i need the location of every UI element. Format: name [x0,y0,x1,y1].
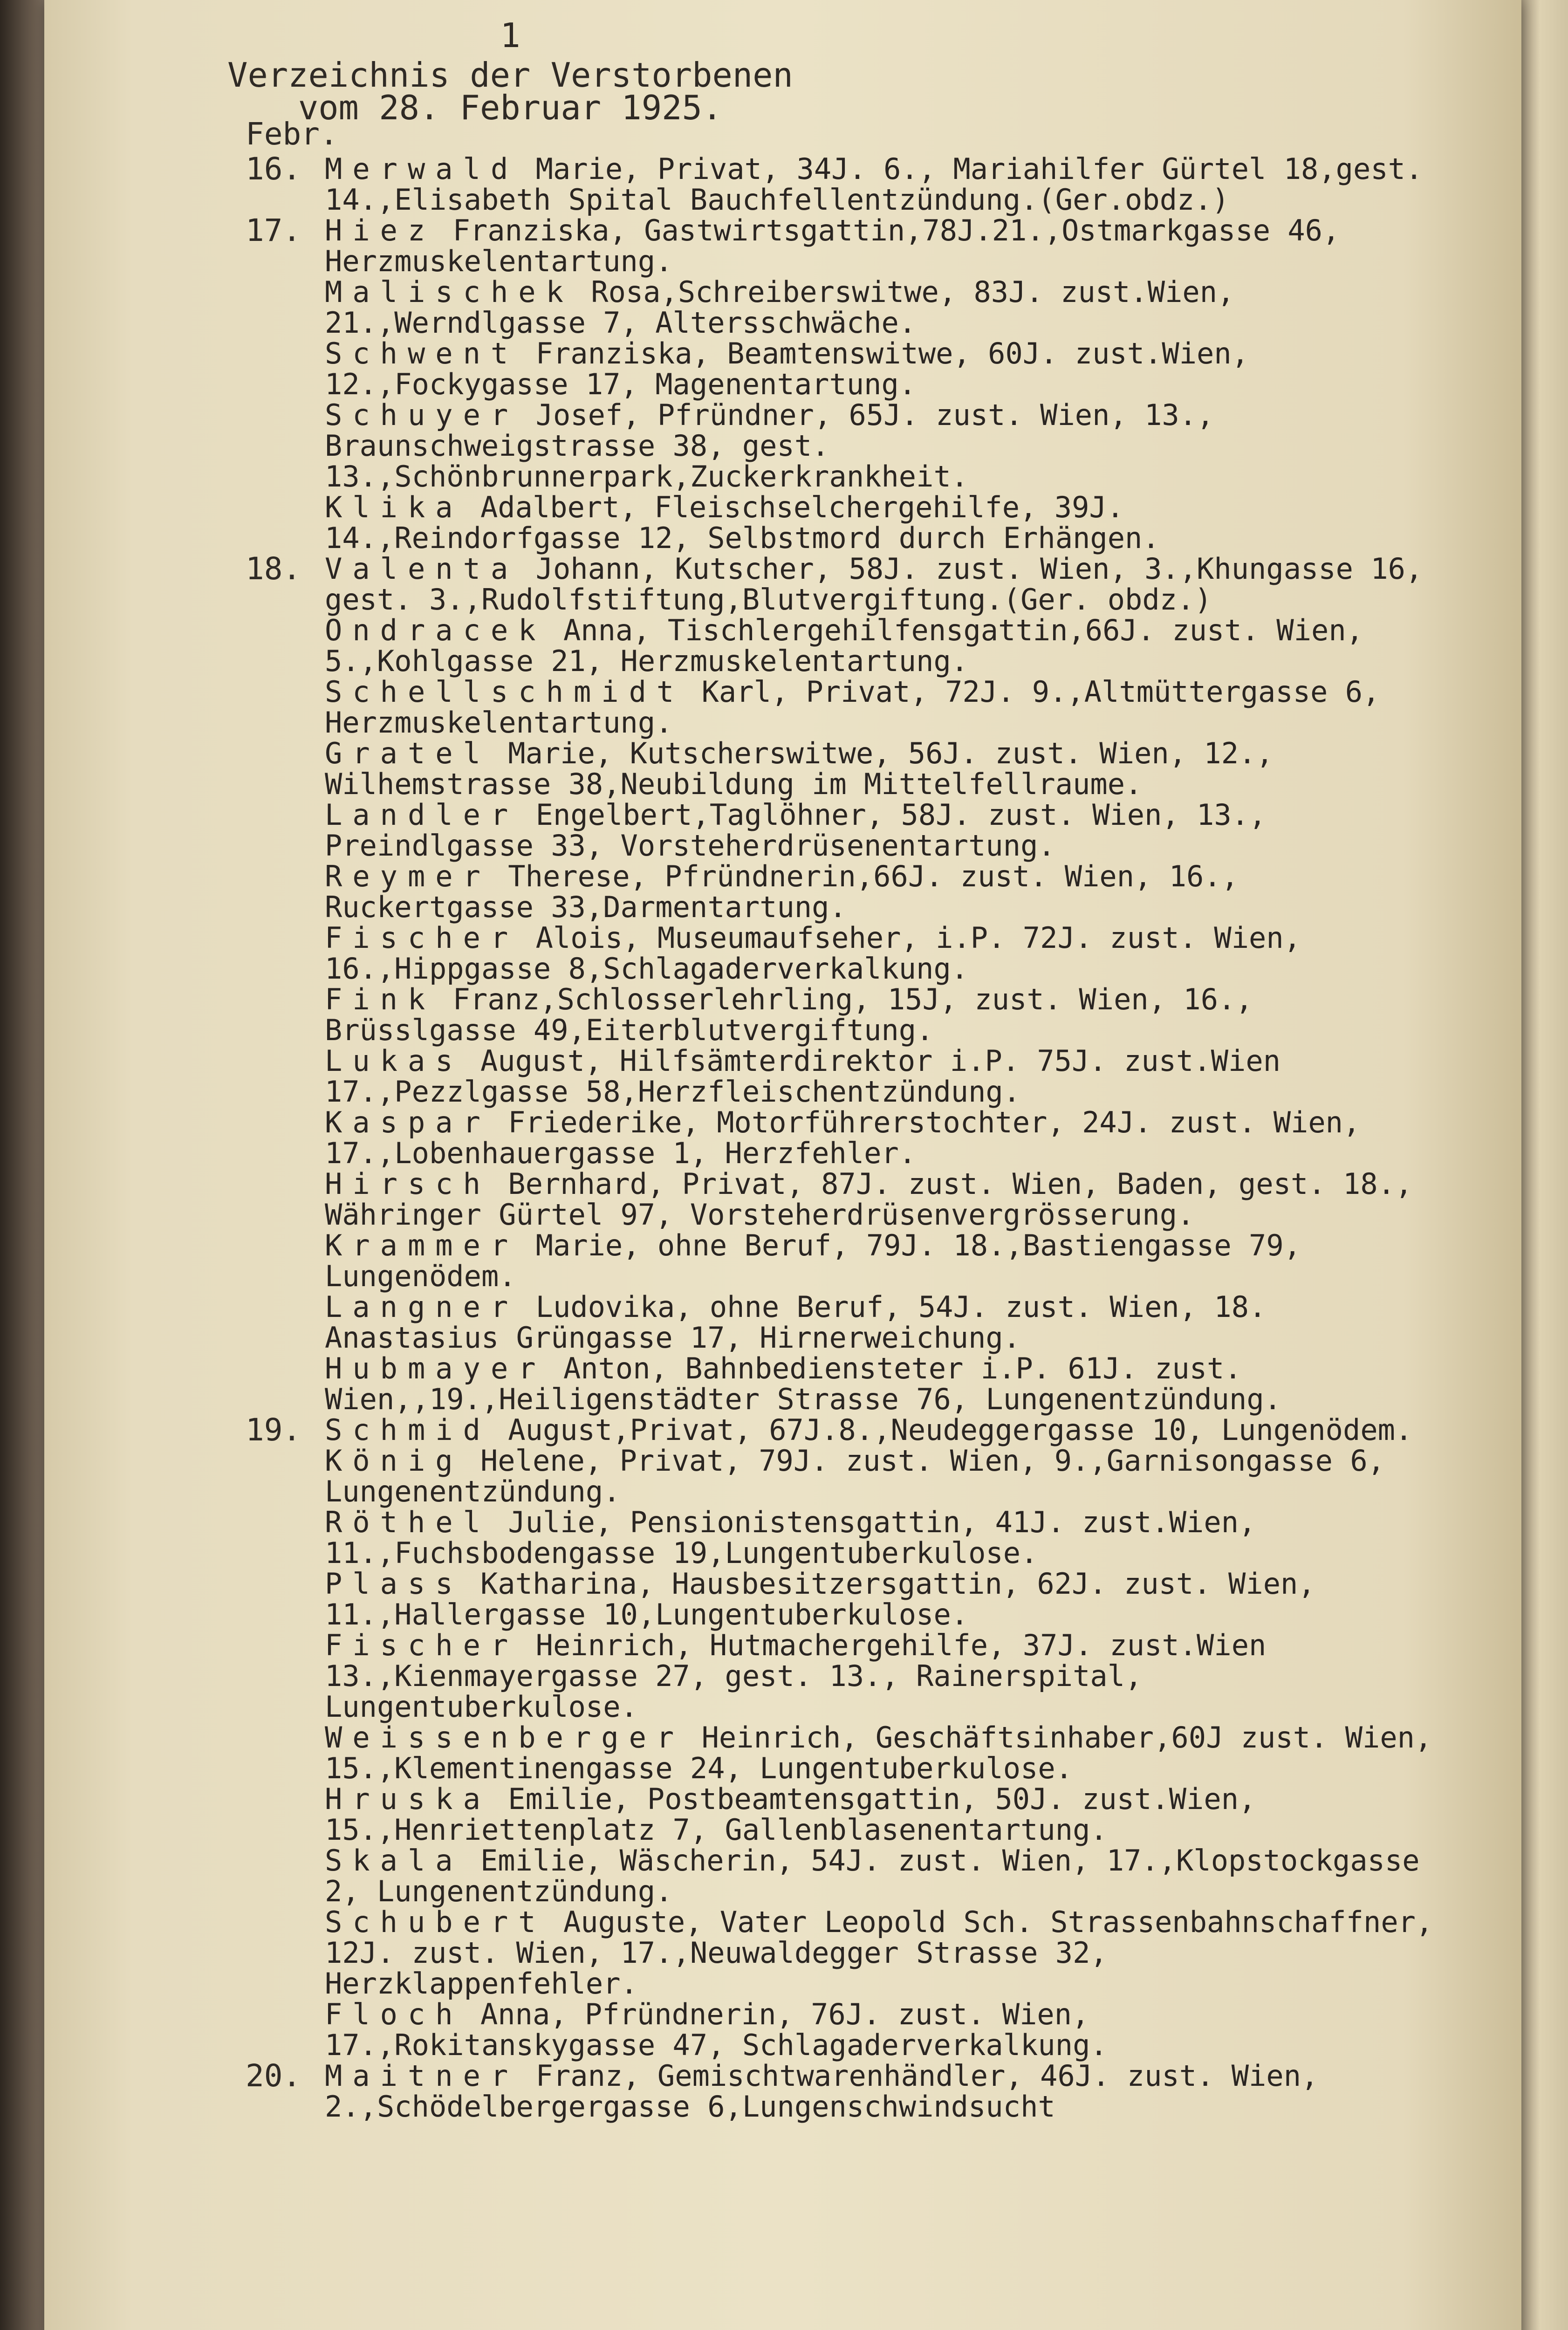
entry-body [325,861,1434,923]
register-entry [246,1169,1438,1230]
entry-surname: Schwent [325,336,519,370]
entry-body [325,1415,1434,1446]
entry-details: Anna, Tischlergehilfensgattin,66J. zust. Wien, 5.,Kohlgasse 21, Herzmuskelentartung. [325,613,1364,678]
entry-details: Anton, Bahnbediensteter i.P. 61J. zust. Wien,,19.,Heiligenstädter Strasse 76, Lungenentzündung. [325,1351,1281,1416]
entry-date: 17. [246,212,301,248]
entry-surname: Langner [325,1290,519,1324]
entry-body [325,923,1434,984]
month-label: Febr. [246,116,338,152]
entry-details: Emilie, Postbeamtensgattin, 50J. zust.Wien, 15.,Henriettenplatz 7, Gallenblasenentartung. [325,1782,1256,1847]
entry-body [325,554,1434,615]
register-entry [246,151,1438,217]
register-entry [246,1507,1438,1569]
entry-surname: Klika [325,490,463,524]
entry-body [325,1446,1434,1507]
register-entry [246,338,1438,400]
page-number: 1 [500,16,520,55]
entry-surname: Röthel [325,1505,491,1539]
entry-surname: Fischer [325,1628,519,1662]
entry-body [325,677,1434,738]
entry-surname: Hubmayer [325,1351,546,1385]
register-entry [246,1784,1438,1845]
entry-details: August,Privat, 67J.8.,Neudeggergasse 10, Lungenödem. [490,1413,1413,1447]
entry-surname: Weissenberger [325,1720,685,1754]
entry-body [325,1569,1434,1630]
register-entry [246,212,1438,278]
register-entry [246,1412,1438,1448]
entry-details: Heinrich, Geschäftsinhaber,60J zust. Wien, 15.,Klementinengasse 24, Lungentuberkulose. [325,1720,1432,1785]
entry-surname: Landler [325,798,519,832]
entry-surname: Hruska [325,1782,491,1816]
entry-details: Rosa,Schreiberswitwe, 83J. zust.Wien, 21.,Werndlgasse 7, Altersschwäche. [325,275,1235,340]
entry-details: Julie, Pensionistensgattin, 41J. zust.Wien, 11.,Fuchsbodengasse 19,Lungentuberkulose. [325,1505,1256,1570]
entry-details: Marie, ohne Beruf, 79J. 18.,Bastiengasse 79, Lungenödem. [325,1228,1301,1293]
entry-details: Alois, Museumaufseher, i.P. 72J. zust. Wien, 16.,Hippgasse 8,Schlagaderverkalkung. [325,921,1301,986]
entry-surname: Malischek [325,275,574,309]
entry-surname: Maitner [325,2059,519,2093]
entry-surname: Hirsch [325,1167,491,1201]
entry-body [325,1046,1434,1107]
entry-surname: Skala [325,1843,463,1878]
entry-details: Franziska, Beamtenswitwe, 60J. zust.Wien, 12.,Fockygasse 17, Magenentartung. [325,336,1249,401]
death-register-list [246,151,1438,2124]
entry-body [325,615,1434,677]
entry-details: August, Hilfsämterdirektor i.P. 75J. zust.Wien 17.,Pezzlgasse 58,Herzfleischentzündung. [325,1044,1281,1109]
register-entry [246,1907,1438,1999]
entry-details: Karl, Privat, 72J. 9.,Altmüttergasse 6, Herzmuskelentartung. [325,675,1380,740]
document-page [44,0,1521,2330]
entry-body [325,338,1434,400]
register-entry [246,800,1438,861]
entry-body [325,215,1434,277]
entry-details: Adalbert, Fleischselchergehilfe, 39J. 14.,Reindorfgasse 12, Selbstmord durch Erhängen. [325,490,1160,555]
register-entry [246,1569,1438,1630]
entry-surname: Lukas [325,1044,463,1078]
entry-details: Helene, Privat, 79J. zust. Wien, 9.,Garnisongasse 6, Lungenentzündung. [325,1444,1385,1508]
entry-surname: König [325,1444,463,1478]
register-entry [246,677,1438,738]
entry-body [325,984,1434,1046]
entry-body [325,800,1434,861]
entry-surname: Ondracek [325,613,546,647]
register-entry [246,492,1438,554]
entry-body [325,1292,1434,1353]
register-entry [246,984,1438,1046]
entry-body [325,1169,1434,1230]
entry-date: 18. [246,551,301,587]
entry-surname: Kaspar [325,1105,491,1139]
entry-surname: Plass [325,1567,463,1601]
page-edge [1521,0,1568,2330]
entry-surname: Reymer [325,859,491,893]
register-entry [246,1353,1438,1415]
entry-body [325,400,1434,492]
entry-date: 19. [246,1412,301,1448]
entry-body [325,1353,1434,1415]
page-subtitle-date: vom 28. Februar 1925. [298,88,723,127]
entry-surname: Hiez [325,213,436,247]
register-entry [246,1107,1438,1169]
entry-body [325,277,1434,338]
register-entry [246,1046,1438,1107]
register-entry [246,2058,1438,2124]
register-entry [246,1230,1438,1292]
entry-body [325,1999,1434,2061]
entry-details: Franziska, Gastwirtsgattin,78J.21.,Ostmarkgasse 46, Herzmuskelentartung. [325,213,1340,278]
entry-body [325,2061,1434,2122]
entry-details: Emilie, Wäscherin, 54J. zust. Wien, 17.,Klopstockgasse 2, Lungenentzündung. [325,1843,1420,1908]
entry-body [325,492,1434,554]
entry-details: Ludovika, ohne Beruf, 54J. zust. Wien, 18. Anastasius Grüngasse 17, Hirnerweichung. [325,1290,1267,1355]
entry-details: Marie, Kutscherswitwe, 56J. zust. Wien, 12., Wilhemstrasse 38,Neubildung im Mittelfellraume. [325,736,1274,801]
entry-details: Auguste, Vater Leopold Sch. Strassenbahnschaffner, 12J. zust. Wien, 17.,Neuwaldegger Strasse 32, Herzklappenfehler. [325,1905,1433,2001]
register-entry [246,1630,1438,1722]
entry-body [325,1907,1434,1999]
entry-body [325,1507,1434,1569]
entry-surname: Valenta [325,552,519,586]
entry-date: 16. [246,151,301,187]
entry-details: Therese, Pfründnerin,66J. zust. Wien, 16., Ruckertgasse 33,Darmentartung. [325,859,1239,924]
entry-body [325,1230,1434,1292]
entry-body [325,738,1434,800]
entry-body [325,1784,1434,1845]
entry-surname: Schellschmidt [325,675,685,709]
entry-surname: Merwald [325,152,519,186]
entry-details: Friederike, Motorführerstochter, 24J. zust. Wien, 17.,Lobenhauergasse 1, Herzfehler. [325,1105,1361,1170]
register-entry [246,1292,1438,1353]
entry-surname: Fink [325,982,436,1016]
register-entry [246,551,1438,617]
register-entry [246,400,1438,492]
entry-details: Heinrich, Hutmachergehilfe, 37J. zust.Wien 13.,Kienmayergasse 27, gest. 13., Rainerspital, Lungentuberkulose. [325,1628,1267,1724]
entry-date: 20. [246,2058,301,2094]
entry-details: Franz, Gemischtwarenhändler, 46J. zust. Wien, 2.,Schödelbergergasse 6,Lungenschwindsucht [325,2059,1319,2124]
register-entry [246,1446,1438,1507]
entry-details: Johann, Kutscher, 58J. zust. Wien, 3.,Khungasse 16, gest. 3.,Rudolfstiftung,Blutvergiftung.(Ger. obdz.) [325,552,1423,617]
register-entry [246,738,1438,800]
entry-details: Marie, Privat, 34J. 6., Mariahilfer Gürtel 18,gest. 14.,Elisabeth Spital Bauchfellentzündung.(Ger.obdz.) [325,152,1423,217]
entry-surname: Schuyer [325,398,519,432]
register-entry [246,861,1438,923]
entry-body [325,1722,1434,1784]
entry-body [325,1630,1434,1722]
entry-surname: Gratel [325,736,491,770]
register-entry [246,277,1438,338]
entry-details: Anna, Pfründnerin, 76J. zust. Wien, 17.,Rokitanskygasse 47, Schlagaderverkalkung. [325,1997,1108,2062]
register-entry [246,1845,1438,1907]
entry-details: Bernhard, Privat, 87J. zust. Wien, Baden, gest. 18., Währinger Gürtel 97, Vorsteherdrüsenvergrösserung. [325,1167,1413,1232]
register-entry [246,1999,1438,2061]
entry-surname: Schmid [325,1413,491,1447]
entry-details: Josef, Pfründner, 65J. zust. Wien, 13., Braunschweigstrasse 38, gest. 13.,Schönbrunnerpark,Zuckerkrankheit. [325,398,1214,493]
entry-surname: Fischer [325,921,519,955]
entry-surname: Krammer [325,1228,519,1262]
register-entry [246,615,1438,677]
page-title: Verzeichnis der Verstorbenen [227,55,793,95]
entry-surname: Floch [325,1997,463,2031]
entry-surname: Schubert [325,1905,546,1939]
entry-body [325,1845,1434,1907]
register-entry [246,923,1438,984]
entry-details: Franz,Schlosserlehrling, 15J, zust. Wien, 16., Brüsslgasse 49,Eiterblutvergiftung. [325,982,1253,1047]
register-entry [246,1722,1438,1784]
entry-body [325,1107,1434,1169]
entry-details: Katharina, Hausbesitzersgattin, 62J. zust. Wien, 11.,Hallergasse 10,Lungentuberkulose. [325,1567,1315,1631]
entry-details: Engelbert,Taglöhner, 58J. zust. Wien, 13., Preindlgasse 33, Vorsteherdrüsenentartung. [325,798,1267,863]
entry-body [325,154,1434,215]
